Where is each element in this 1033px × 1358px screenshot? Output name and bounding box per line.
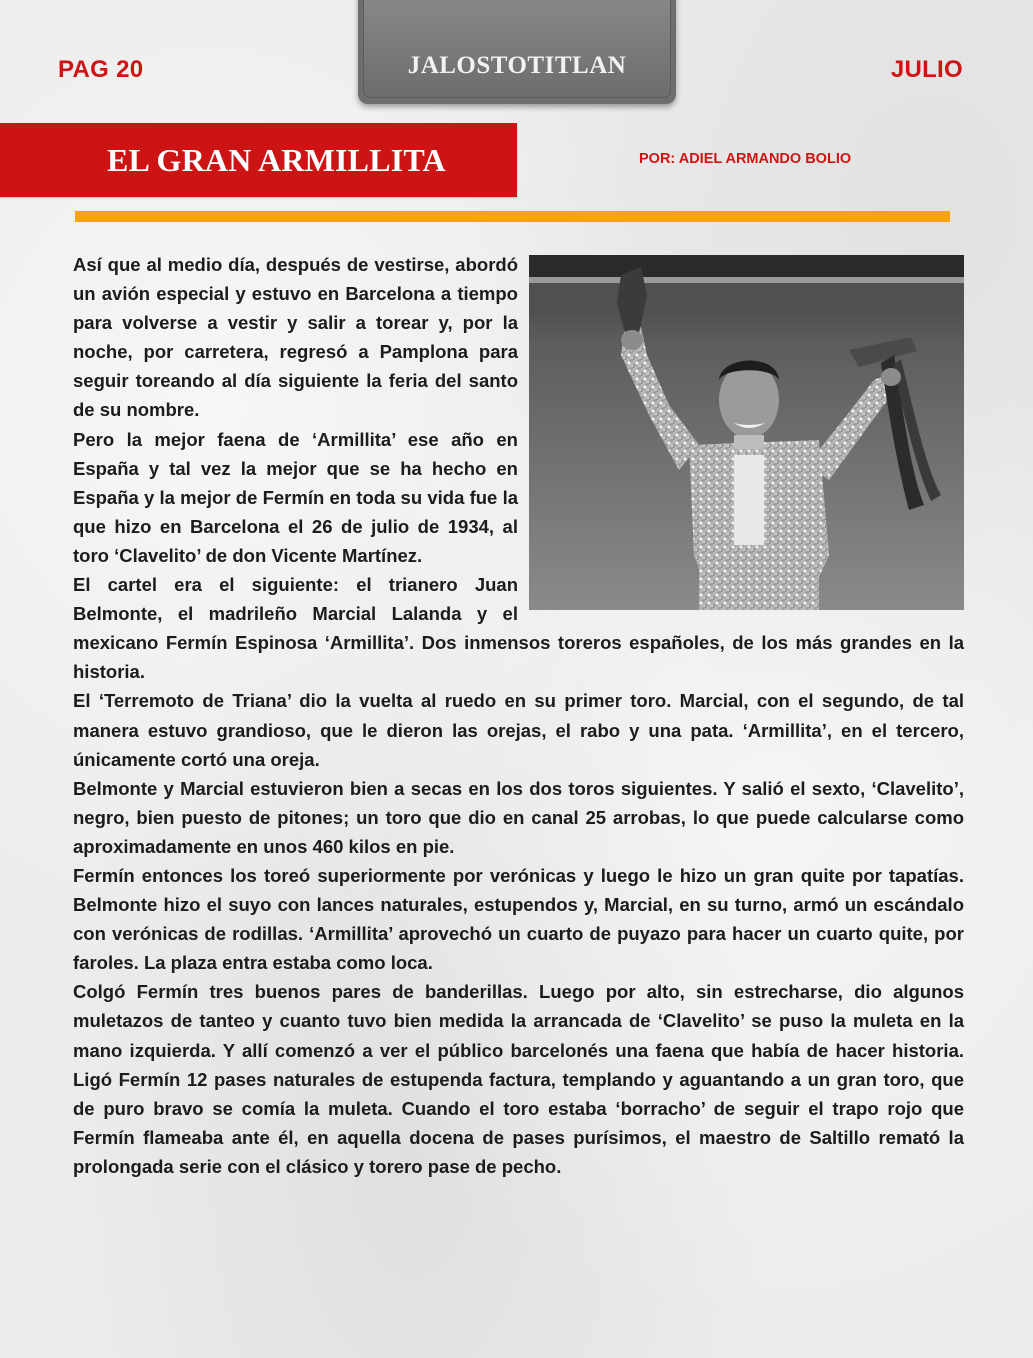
article-paragraph: Colgó Fermín tres buenos pares de banderillas. Luego por alto, sin estrecharse, dio algunos muletazos de tanteo y cuanto tuvo bien medida la arrancada de ‘Clavelito’ se puso la muleta en la mano izquierda. Y allí comenzó a ver el público barcelonés una faena que había de hacer historia. Ligó Fermín 12 pases naturales de estupenda factura, templando y aguantando a un gran toro, que de puro bravo se comía la muleta. Cuando el toro estaba ‘borracho’ de seguir el trapo rojo que Fermín flameaba ante él, en aquella docena de pases purísimos, el maestro de Saltillo remató la prolongada serie con el clásico y torero pase de pecho. bbox=[73, 981, 964, 1177]
article-paragraph: El ‘Terremoto de Triana’ dio la vuelta al ruedo en su primer toro. Marcial, con el segundo, de tal manera estuvo grandioso, que le dieron las orejas, el rabo y una pata. ‘Armillita’, en el tercero, únicamente cortó una oreja. bbox=[73, 690, 964, 770]
divider-rule bbox=[75, 211, 950, 222]
masthead-title: JALOSTOTITLAN bbox=[407, 52, 627, 79]
page-number: PAG 20 bbox=[58, 56, 144, 83]
article-title: EL GRAN ARMILLITA bbox=[107, 142, 446, 178]
byline: POR: ADIEL ARMANDO BOLIO bbox=[639, 151, 852, 167]
title-banner bbox=[0, 123, 517, 197]
masthead-tab bbox=[358, 0, 676, 104]
article-paragraph: Fermín entonces los toreó superiormente por verónicas y luego le hizo un gran quite por tapatías. Belmonte hizo el suyo con lances naturales, estupendos y, Marcial, en su turno, armó un escándalo con verónicas de rodillas. ‘Armillita’ aprovechó un cuarto de puyazo para hacer un cuarto quite, por faroles. La plaza entra estaba como loca. bbox=[73, 864, 964, 974]
article-paragraph: Belmonte y Marcial estuvieron bien a secas en los dos toros siguientes. Y salió el sexto, ‘Clavelito’, negro, bien puesto de pitones; un toro que dio en canal 25 arrobas, lo que puede calcularse como aproximadamente en unos 460 kilos en pie. bbox=[73, 777, 964, 857]
photo-wrap-spacer bbox=[518, 250, 964, 622]
masthead-plate bbox=[363, 0, 671, 98]
article-paragraph: El cartel era el siguiente: el trianero Juan Belmonte, el madrileño Marcial Lalanda y el mexicano Fermín Espinosa ‘Armillita’. Dos inmensos toreros españoles, de los más grandes en la historia. bbox=[73, 574, 964, 683]
article-paragraph: Así que al medio día, después de vestirse, abordó un avión especial y estuvo en Barcelona a tiempo para volverse a vestir y salir a torear y, por la noche, por carretera, regresó a Pamplona para seguir toreando al día siguiente la feria del santo de su nombre. bbox=[73, 254, 518, 421]
issue-month: JULIO bbox=[890, 56, 963, 83]
article-paragraph: Pero la mejor faena de ‘Armillita’ ese año en España y tal vez la mejor que se ha hecho en España y la mejor de Fermín en toda su vida fue la que hizo en Barcelona el 26 de julio de 1934, al toro ‘Clavelito’ de don Vicente Martínez. bbox=[73, 428, 518, 566]
article-body bbox=[73, 250, 964, 1181]
